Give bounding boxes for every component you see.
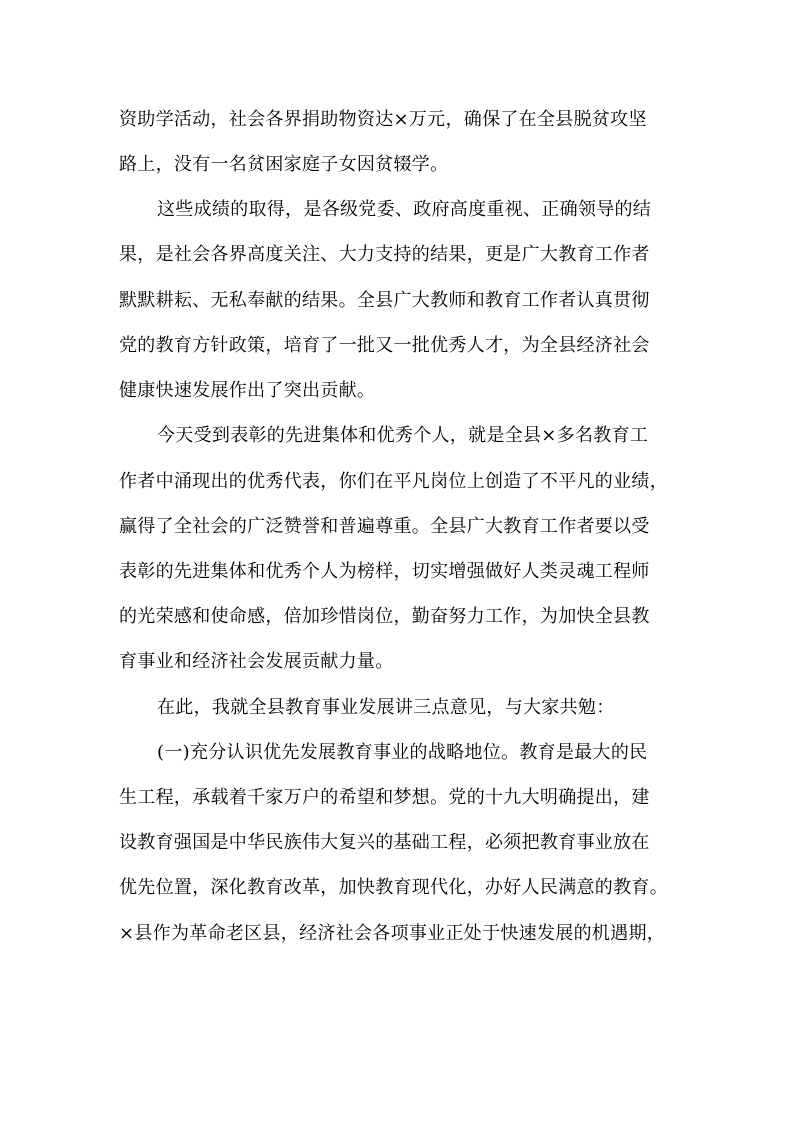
text-line: 表彰的先进集体和优秀个人为榜样，切实增强做好人类灵魂工程师 [119, 561, 650, 582]
text-line: 路上，没有一名贫困家庭子女因贫辍学。 [119, 154, 449, 175]
text-line: 健康快速发展作出了突出贡献。 [119, 380, 376, 401]
text-line: 果，是社会各界高度关注、大力支持的结果，更是广大教育工作者 [119, 244, 650, 265]
paragraph-first-line: (一)充分认识优先发展教育事业的战略地位。教育是最大的民 [157, 742, 648, 763]
paragraph-first-line: 这些成绩的取得，是各级党委、政府高度重视、正确领导的结 [157, 199, 652, 220]
text-line: 育事业和经济社会发展贡献力量。 [119, 651, 394, 672]
paragraph-first-line: 在此，我就全县教育事业发展讲三点意见，与大家共勉： [157, 697, 615, 718]
text-line: ×县作为革命老区县，经济社会各项事业正处于快速发展的机遇期， [119, 923, 666, 944]
paragraph-first-line: 今天受到表彰的先进集体和优秀个人，就是全县×多名教育工 [157, 425, 649, 446]
text-line: 资助学活动，社会各界捐助物资达×万元，确保了在全县脱贫攻坚 [119, 109, 647, 130]
text-line: 党的教育方针政策，培育了一批又一批优秀人才，为全县经济社会 [119, 335, 650, 356]
text-line: 默默耕耘、无私奉献的结果。全县广大教师和教育工作者认真贯彻 [119, 290, 650, 311]
text-line: 优先位置，深化教育改革，加快教育现代化，办好人民满意的教育。 [119, 877, 668, 898]
text-line: 生工程，承载着千家万户的希望和梦想。党的十九大明确提出，建 [119, 787, 650, 808]
text-line: 赢得了全社会的广泛赞誉和普遍尊重。全县广大教育工作者要以受 [119, 516, 650, 537]
text-line: 作者中涌现出的优秀代表，你们在平凡岗位上创造了不平凡的业绩， [119, 471, 668, 492]
text-line: 设教育强国是中华民族伟大复兴的基础工程，必须把教育事业放在 [119, 832, 650, 853]
text-line: 的光荣感和使命感，倍加珍惜岗位，勤奋努力工作，为加快全县教 [119, 606, 650, 627]
